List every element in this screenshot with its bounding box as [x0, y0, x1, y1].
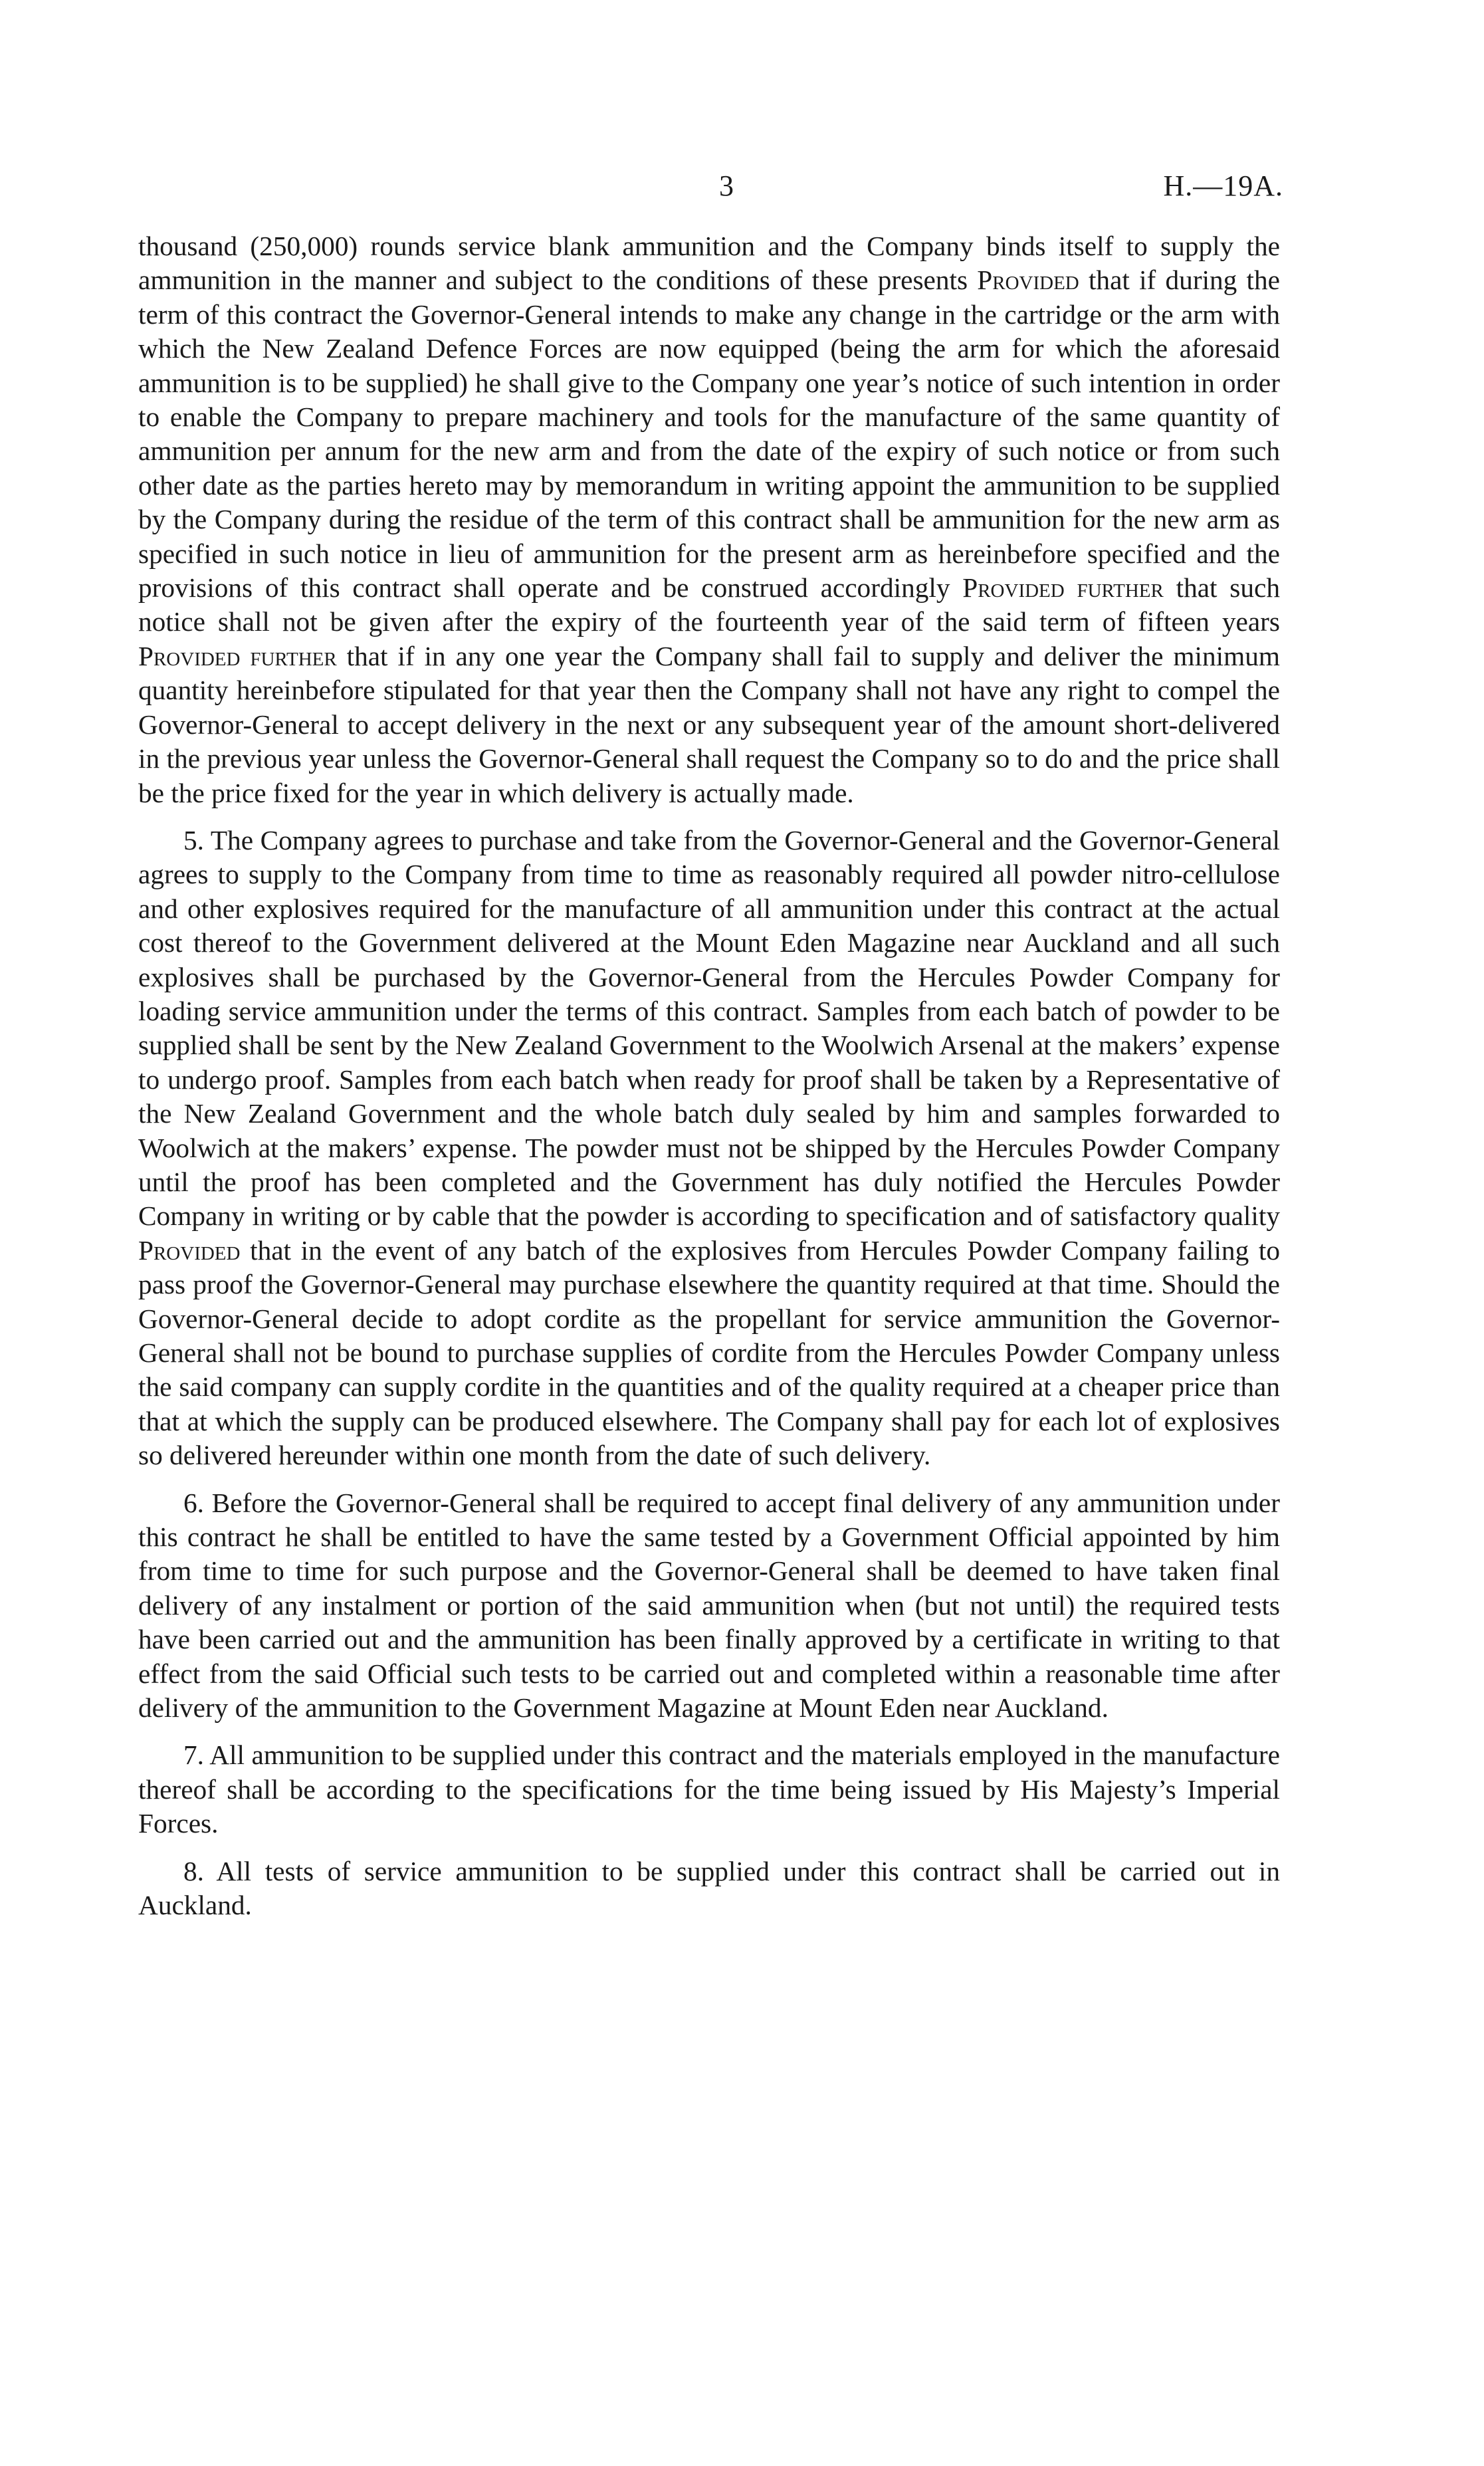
- text-segment: that if during the term of this contract the Governor-General intends to make any change in the cartridge or the arm with which the New Zealand Defence Forces are now equipped (being the arm for which the aforesaid ammunition is to be supplied) he shall give to the Company one year’s notice of such intention in order to enable the Company to prepare machinery and tools for the manufacture of the same quantity of ammunition per annum for the new arm and from the date of the expiry of such notice or from such other date as the parties hereto may by memorandum in writing appoint the ammunition to be supplied by the Company during the residue of the term of this contract shall be ammunition for the new arm as specified in such notice in lieu of ammunition for the present arm as hereinbefore specified and the provisions of this contract shall operate and be construed accordingly: [138, 265, 1280, 604]
- document-body: [138, 229, 1280, 1936]
- text-segment: 5. The Company agrees to purchase and take from the Governor-General and the Governor-General agrees to supply to the Company from time to time as reasonably required all powder nitro-cellulose and other explosives required for the manufacture of all ammunition under this contract at the actual cost thereof to the Government delivered at the Mount Eden Magazine near Auckland and all such explosives shall be purchased by the Governor-General from the Hercules Powder Company for loading service ammunition under the terms of this contract. Samples from each batch of powder to be supplied shall be sent by the New Zealand Government to the Woolwich Arsenal at the makers’ expense to undergo proof. Samples from each batch when ready for proof shall be taken by a Representative of the New Zealand Government and the whole batch duly sealed by him and samples forwarded to Woolwich at the makers’ expense. The powder must not be shipped by the Hercules Powder Company until the proof has been completed and the Government has duly notified the Hercules Powder Company in writing or by cable that the powder is according to specification and of satisfactory quality: [138, 824, 1280, 1232]
- text-segment: that such notice shall not be given after the expiry of the fourteenth year of the said term of fifteen years: [138, 572, 1280, 637]
- text-segment: that if in any one year the Company shall fail to supply and deliver the minimum quantity hereinbefore stipulated for that year then the Company shall not have any right to compel the Governor-General to accept delivery in the next or any subsequent year of the amount short-delivered in the previous year unless the Governor-General shall request the Company so to do and the price shall be the price fixed for the year in which delivery is actually made.: [138, 640, 1280, 808]
- clause-8: [138, 1854, 1280, 1923]
- page-number: 3: [719, 169, 734, 202]
- text-segment: thousand (250,000) rounds service blank ammunition and the Company binds itself to supply the ammunition in the manner and subject to the conditions of these presents: [138, 231, 1280, 296]
- proviso-keyword: Provided further: [138, 640, 337, 671]
- text-segment: 7. All ammunition to be supplied under this contract and the materials employed in the manufacture thereof shall be according to the specifications for the time being issued by His Majesty’s Imperial Forces.: [138, 1739, 1280, 1839]
- proviso-keyword: Provided further: [962, 572, 1164, 604]
- text-segment: that in the event of any batch of the explosives from Hercules Powder Company failing to pass proof the Governor-General may purchase elsewhere the quantity required at that time. Should the Governor-General decide to adopt cordite as the propellant for service ammunition the Governor-General shall not be bound to purchase supplies of cordite from the Hercules Powder Company unless the said company can supply cordite in the quantities and of the quality required at a cheaper price than that at which the supply can be produced elsewhere. The Company shall pay for each lot of explosives so delivered hereunder within one month from the date of such delivery.: [138, 1234, 1280, 1471]
- document-reference: H.—19A.: [1163, 169, 1283, 202]
- clause-7: [138, 1738, 1280, 1841]
- text-segment: 6. Before the Governor-General shall be required to accept final delivery of any ammunition under this contract he shall be entitled to have the same tested by a Government Official appointed by him from time to time for such purpose and the Governor-General shall be deemed to have taken final delivery of any instalment or portion of the said ammunition when (but not until) the required tests have been carried out and the ammunition has been finally approved by a certificate in writing to that effect from the said Official such tests to be carried out and completed within a reasonable time after delivery of the ammunition to the Government Magazine at Mount Eden near Auckland.: [138, 1487, 1280, 1724]
- page-header: [0, 166, 1484, 206]
- proviso-keyword: Provided: [977, 265, 1079, 296]
- proviso-keyword: Provided: [138, 1234, 241, 1266]
- clause-5: [138, 824, 1280, 1473]
- text-segment: 8. All tests of service ammunition to be supplied under this contract shall be carried out in Auckland.: [138, 1855, 1280, 1921]
- paragraph-4-continued: [138, 229, 1280, 810]
- clause-6: [138, 1486, 1280, 1726]
